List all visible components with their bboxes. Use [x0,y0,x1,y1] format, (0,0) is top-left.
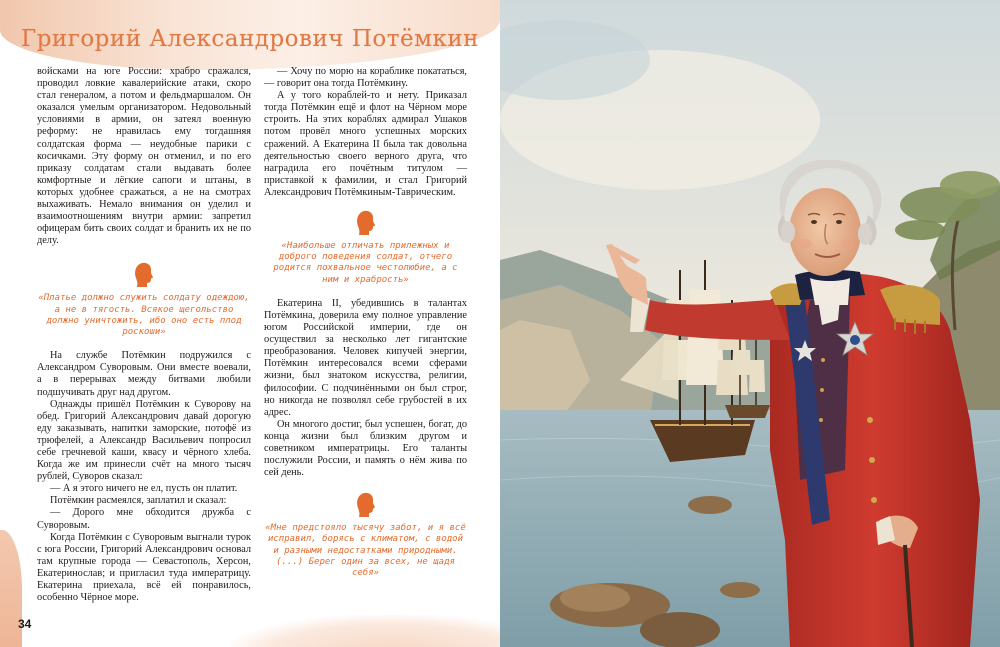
quote-block [264,491,467,579]
paragraph: — А я этого ничего не ел, пусть он платит. [50,483,238,495]
quote-text: «Мне предстояло тысячу забот, и я всё исправил, борясь с климатом, с водой и разными недостатками природными. (...) Берег один за всех, не щадя себя» [265,523,466,579]
page-number: 34 [18,617,32,631]
text-column-left [37,66,251,604]
quote-text: «Платье должно служить солдату одеждою, а не в тягость. Всякое щегольство должно уничтожить, ибо оно есть плод роскоши» [38,293,250,338]
paragraph: — Хочу по морю на кораблике покататься, — говорит она тогда Потёмкину. [264,66,467,90]
text-column-right [264,66,467,583]
painting-illustration [500,0,1000,647]
quote-block [37,261,251,338]
paragraph: войсками на юге России: храбро сражался, проводил ловкие кавалерийские атаки, скоро стал генералом, а потом и фельдмаршалом. Он оказался умелым организатором. Недовольный условиями в армии, он затеял военную реформу: не нравилась ему тогдашняя солдатская форма — неудобные парики с косичками. Эту форму он отменил, и по его приказу солдатам стали выдавать более комфортные и лёгкие сапоги и штаны, в которых удобнее сражаться, а не на смотрах выхаживать. Немало внимания он уделил и взаимоотношениям внутри армии: запретил офицерам бить своих солдат и бранить их не по делу. [37,66,251,247]
profile-head-icon [355,209,377,237]
profile-head-icon [133,261,155,289]
profile-head-icon [355,491,377,519]
page-bottom-decoration [230,615,500,647]
paragraph: Однажды пришёл Потёмкин к Суворову на обед. Григорий Александрович давай дорогую еду заказывать, напитки заморские, потофё из трюфелей, а Александр Васильевич попросил себе гречневой каши, квасу и чёрного хлеба. Когда же им принесли счёт на много тысяч рублей, Суворов сказал: [37,398,251,483]
paragraph: — Дорого мне обходится дружба с Суворовым. [37,507,251,531]
paragraph: На службе Потёмкин подружился с Александром Суворовым. Они вместе воевали, а в перерывах между битвами любили подшучивать друг над другом. [37,350,251,398]
quote-text: «Наибольше отличать прилежных и доброго поведения солдат, отчего родится похвальное честолюбие, а с ним и храбрость» [273,241,458,285]
portrait-painting [500,0,1000,647]
paragraph: Екатерина II, убедившись в талантах Потёмкина, доверила ему полное управление югом Российской империи, где он осуществил за несколько лет гигантские преобразования. Человек кипучей энергии, Потёмкин интересовался всеми сферами жизни, был знатоком искусства, религии, философии. С подчинёнными он был строг, но никогда не позволял себе грубостей в их адрес. [264,297,467,418]
paragraph: Он многого достиг, был успешен, богат, до конца жизни был близким другом и советником императрицы. Его таланты послужили России, и память о нём жива по сей день. [264,418,467,479]
paragraph: А у того кораблей-то и нету. Приказал тогда Потёмкин ещё и флот на Чёрном море строить. На этих кораблях адмирал Ушаков потом провёл много успешных морских сражений. А Екатерина II была так довольна деятельностью своего верного друга, что наградила его почётным титулом — приставкой к фамилии, и стал Григорий Александрович Потёмкиным-Таврическим. [264,90,467,198]
quote-block [264,209,467,286]
paragraph: Потёмкин расмеялся, заплатил и сказал: [50,495,227,507]
paragraph: Когда Потёмкин с Суворовым выгнали турок с юга России, Григорий Александрович основал там крупные города — Севастополь, Херсон, Екатеринослав; и пригласил туда императрицу. Екатерина приехала, всё ей понравилось, особенно Чёрное море. [37,531,251,604]
page-title: Григорий Александрович Потёмкин [20,26,479,52]
